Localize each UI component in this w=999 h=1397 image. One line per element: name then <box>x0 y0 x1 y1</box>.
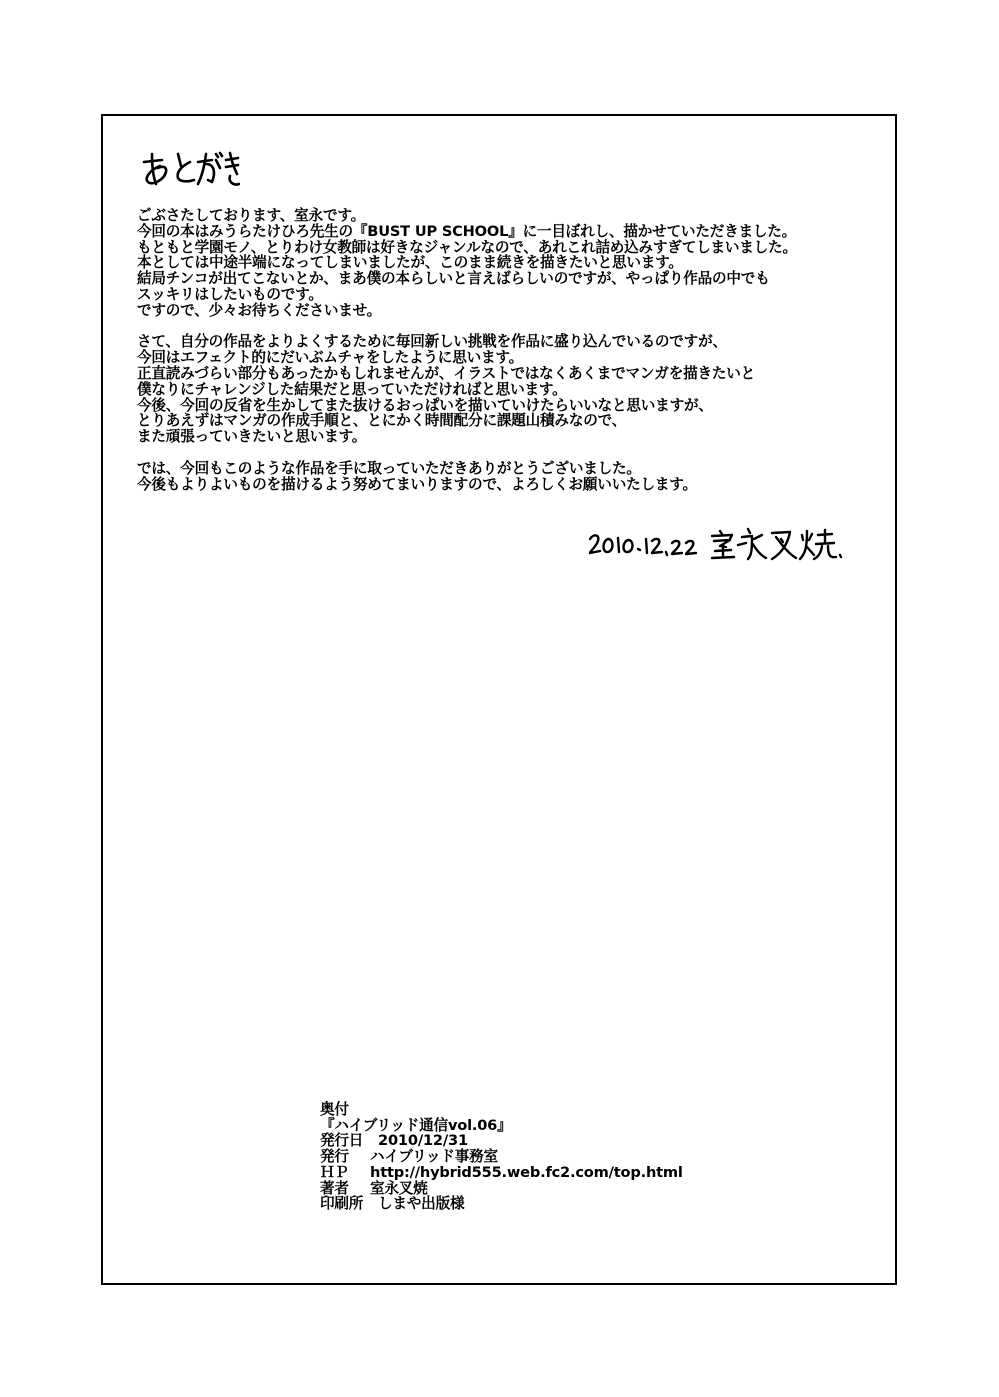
afterword-line: また頑張っていきたいと思います。 <box>137 428 367 446</box>
afterword-paragraph-1 <box>137 208 887 319</box>
afterword-line: 結局チンコが出てこないとか、まあ僕の本らしいと言えばらしいのですが、やっぱり作品の中でも <box>137 270 770 288</box>
colophon-label: ＨＰ <box>320 1163 349 1181</box>
afterword-title-handwriting <box>140 148 240 193</box>
colophon-row-publisher <box>320 1149 683 1165</box>
colophon-label: 発行日 <box>320 1132 364 1150</box>
colophon <box>320 1102 683 1212</box>
colophon-row-homepage <box>320 1165 683 1181</box>
afterword-body <box>137 208 887 508</box>
colophon-label: 発行 <box>320 1148 349 1166</box>
afterword-line: 今後もよりよいものを描けるよう努めてまいりますので、よろしくお願いいたします。 <box>137 475 697 493</box>
colophon-value: しまや出版様 <box>378 1195 465 1213</box>
colophon-row-printer <box>320 1196 683 1212</box>
afterword-line: ごぶさたしております、室永です。 <box>137 207 365 224</box>
signature-handwriting <box>588 525 848 565</box>
afterword-line: 僕なりにチャレンジした結果だと思っていただければと思います。 <box>137 380 567 398</box>
afterword-line: 今回はエフェクト的にだいぶムチャをしたように思います。 <box>137 349 524 367</box>
afterword-line: もともと学園モノ、とりわけ女教師は好きなジャンルなので、あれこれ詰め込みすぎてしまいました。 <box>137 238 797 256</box>
afterword-line: さて、自分の作品をよりよくするために毎回新しい挑戦を作品に盛り込んでいるのですが、 <box>137 333 727 351</box>
afterword-line: ですので、少々お待ちくださいませ。 <box>137 301 381 319</box>
afterword-line: では、今回もこのような作品を手に取っていただきありがとうございました。 <box>137 459 641 477</box>
afterword-line: 正直読みづらい部分もあったかもしれませんが、イラストではなくあくまでマンガを描きたいと <box>137 364 756 382</box>
colophon-label: 著者 <box>320 1179 349 1197</box>
colophon-book-title: 『ハイブリッド通信vol.06』 <box>320 1116 512 1134</box>
afterword-line: 今後、今回の反省を生かしてまた抜けるおっぱいを描いていけたらいいなと思いますが、 <box>137 396 713 414</box>
colophon-heading: 奥付 <box>320 1101 349 1118</box>
colophon-row-publish-date <box>320 1133 683 1149</box>
colophon-homepage-url: http://hybrid555.web.fc2.com/top.html <box>370 1163 683 1181</box>
afterword-line: とりあえずはマンガの作成手順と、とにかく時間配分に課題山積みなので、 <box>137 412 627 430</box>
afterword-paragraph-2 <box>137 334 887 445</box>
colophon-row-author <box>320 1181 683 1197</box>
afterword-line: 今回の本はみうらたけひろ先生の『BUST UP SCHOOL』に一目ぼれし、描かせていただきました。 <box>137 222 797 240</box>
colophon-value: 室永叉焼 <box>370 1179 428 1197</box>
colophon-label: 印刷所 <box>320 1195 364 1213</box>
afterword-line: 本としては中途半端になってしまいましたが、このまま続きを描きたいと思います。 <box>137 254 683 272</box>
afterword-paragraph-3 <box>137 461 887 493</box>
colophon-value: 2010/12/31 <box>378 1132 468 1150</box>
handwritten-signature <box>588 525 848 565</box>
afterword-line: スッキリはしたいものです。 <box>137 285 323 303</box>
afterword-title <box>140 148 240 193</box>
colophon-value: ハイブリッド事務室 <box>370 1148 498 1166</box>
